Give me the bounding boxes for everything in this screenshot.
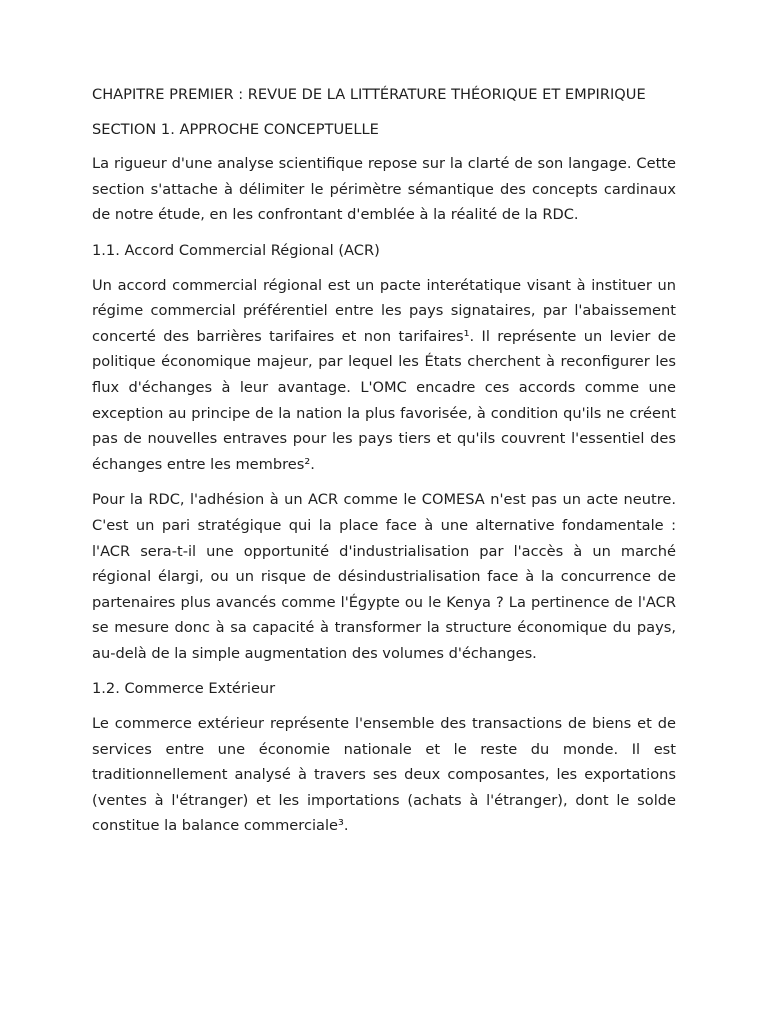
intro-paragraph: La rigueur d'une analyse scientifique repose sur la clarté de son langage. Cette section s'attache à délimiter le périmètre sémantique des concepts cardinaux de notre étude, en les confrontant d'emblée à la réalité de la RDC. [92,155,676,224]
subsection-1-title: 1.1. Accord Commercial Régional (ACR) [92,241,380,259]
document-page [92,82,676,849]
subsection-2-paragraph-1: Le commerce extérieur représente l'ensemble des transactions de biens et de services entre une économie nationale et le reste du monde. Il est traditionnellement analysé à travers ses deux composantes, les exportations (ventes à l'étranger) et les importations (achats à l'étranger), dont le solde constitue la balance commerciale³. [92,715,676,835]
subsection-1-paragraph-1: Un accord commercial régional est un pacte interétatique visant à instituer un régime commercial préférentiel entre les pays signataires, par l'abaissement concerté des barrières tarifaires et non tarifaires¹. Il représente un levier de politique économique majeur, par lequel les États cherchent à reconfigurer les flux d'échanges à leur avantage. L'OMC encadre ces accords comme une exception au principe de la nation la plus favorisée, à condition qu'ils ne créent pas de nouvelles entraves pour les pays tiers et qu'ils couvrent l'essentiel des échanges entre les membres². [92,276,676,473]
subsection-2-title: 1.2. Commerce Extérieur [92,680,276,698]
subsection-1-paragraph-2: Pour la RDC, l'adhésion à un ACR comme le COMESA n'est pas un acte neutre. C'est un pari stratégique qui la place face à une alternative fondamentale : l'ACR sera-t-il une opportunité d'industrialisation par l'accès à un marché régional élargi, ou un risque de désindustrialisation face à la concurrence de partenaires plus avancés comme l'Égypte ou le Kenya ? La pertinence de l'ACR se mesure donc à sa capacité à transformer la structure économique du pays, au-delà de la simple augmentation des volumes d'échanges. [92,491,676,662]
chapter-title: CHAPITRE PREMIER : REVUE DE LA LITTÉRATURE THÉORIQUE ET EMPIRIQUE [92,86,646,103]
section-title: SECTION 1. APPROCHE CONCEPTUELLE [92,120,379,138]
